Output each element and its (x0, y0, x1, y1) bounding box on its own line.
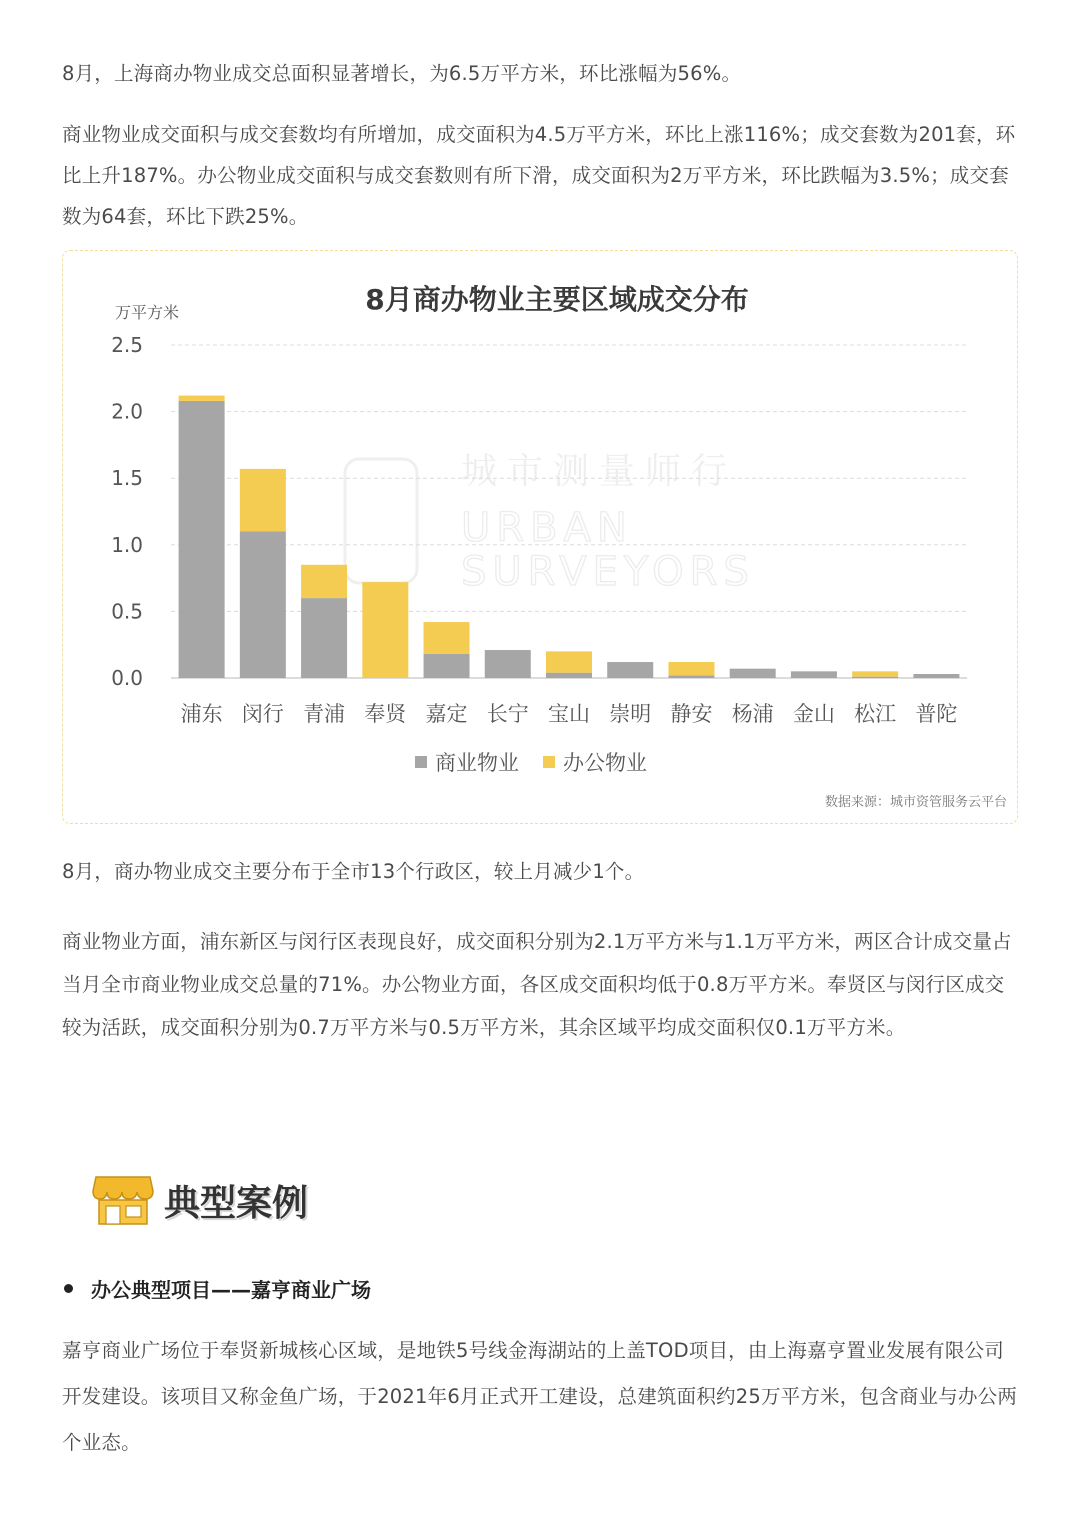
x-category-label: 崇明 (609, 702, 652, 726)
bar-commercial (607, 662, 653, 678)
legend-swatch-office (543, 756, 555, 768)
bar-office (301, 565, 347, 598)
bar-commercial (791, 671, 837, 678)
watermark-cn: 城市测量师行 (461, 451, 738, 492)
legend-label-office: 办公物业 (563, 751, 647, 775)
bar-commercial (485, 650, 531, 678)
commercial-office-paragraph: 商业物业成交面积与成交套数均有所增加，成交面积为4.5万平方米，环比上涨116%；成交套数为201套，环比上升187%。办公物业成交面积与成交套数则有所下滑，成交面积为2万平方米，环比跌幅为3.5%；成交套数为64套，环比下跌25%。 (62, 123, 1016, 228)
data-source: 数据来源：城市资管服务云平台 (824, 795, 1007, 810)
bar-commercial (301, 598, 347, 678)
storefront-icon (92, 1173, 154, 1227)
bar-commercial (730, 669, 776, 678)
stacked-bar-chart (63, 251, 1019, 825)
y-tick-label: 0.0 (111, 666, 143, 690)
x-category-label: 闵行 (241, 702, 284, 726)
chart-card (62, 250, 1018, 824)
bar-office (424, 622, 470, 654)
y-tick-label: 1.5 (111, 466, 143, 491)
chart-title: 8月商办物业主要区域成交分布 (365, 283, 749, 316)
x-category-label: 宝山 (548, 702, 590, 726)
x-category-label: 金山 (792, 702, 835, 726)
x-category-label: 静安 (670, 702, 713, 726)
x-category-label: 杨浦 (731, 702, 774, 726)
section-heading (92, 1170, 308, 1230)
x-category-label: 浦东 (180, 702, 223, 726)
category-labels (181, 702, 958, 726)
watermark-logo-icon (345, 459, 417, 583)
x-category-label: 嘉定 (425, 702, 468, 726)
legend-label-commercial: 商业物业 (435, 751, 519, 775)
y-tick-label: 2.5 (111, 333, 143, 357)
y-tick-label: 1.0 (111, 532, 143, 557)
project-paragraph: 嘉亨商业广场位于奉贤新城核心区域，是地铁5号线金海湖站的上盖TOD项目，由上海嘉亨置业发展有限公司开发建设。该项目又称金鱼广场，于2021年6月正式开工建设，总建筑面积约25万平方米，包含商业与办公两个业态。 (62, 1339, 1018, 1454)
y-tick-label: 0.5 (111, 599, 143, 624)
bar-office (240, 469, 286, 532)
y-tick-label: 2.0 (111, 399, 143, 424)
bar-commercial (852, 677, 898, 678)
legend-swatch-commercial (415, 756, 427, 768)
bar-office (546, 651, 592, 672)
bar-office (852, 671, 898, 676)
bar-commercial (913, 674, 959, 678)
bar-commercial (668, 675, 714, 678)
section-title: 典型案例 (164, 1182, 309, 1224)
x-category-label: 长宁 (486, 702, 529, 726)
x-category-label: 奉贤 (364, 702, 407, 726)
x-category-label: 松江 (854, 702, 897, 726)
bullet-item (64, 1274, 371, 1303)
bar-commercial (240, 531, 286, 678)
bar-office (362, 582, 408, 678)
bar-office (179, 396, 225, 401)
bar-office (668, 662, 714, 675)
district-detail-paragraph: 商业物业方面，浦东新区与闵行区表现良好，成交面积分别为2.1万平方米与1.1万平方米，两区合计成交量占当月全市商业物业成交总量的71%。办公物业方面，各区成交面积均低于0.8万平方米。奉贤区与闵行区成交较为活跃，成交面积分别为0.7万平方米与0.5万平方米，其余区域平均成交面积仅0.1万平方米。 (62, 930, 1012, 1039)
watermark (345, 451, 755, 595)
intro-paragraph: 8月，上海商办物业成交总面积显著增长，为6.5万平方米，环比涨幅为56%。 (62, 62, 742, 85)
bullet-title: 办公典型项目——嘉亨商业广场 (91, 1278, 371, 1302)
watermark-en-2: SURVEYORS (461, 549, 755, 595)
x-category-label: 普陀 (915, 702, 958, 726)
bar-commercial (179, 401, 225, 678)
bar-commercial (424, 654, 470, 678)
bar-commercial (546, 673, 592, 678)
bullet-dot-icon (64, 1284, 73, 1293)
district-summary-paragraph: 8月，商办物业成交主要分布于全市13个行政区，较上月减少1个。 (62, 860, 645, 883)
watermark-en-1: URBAN (461, 505, 633, 551)
legend (415, 751, 647, 775)
y-axis-unit: 万平方米 (115, 303, 180, 322)
x-category-label: 青浦 (303, 702, 346, 726)
